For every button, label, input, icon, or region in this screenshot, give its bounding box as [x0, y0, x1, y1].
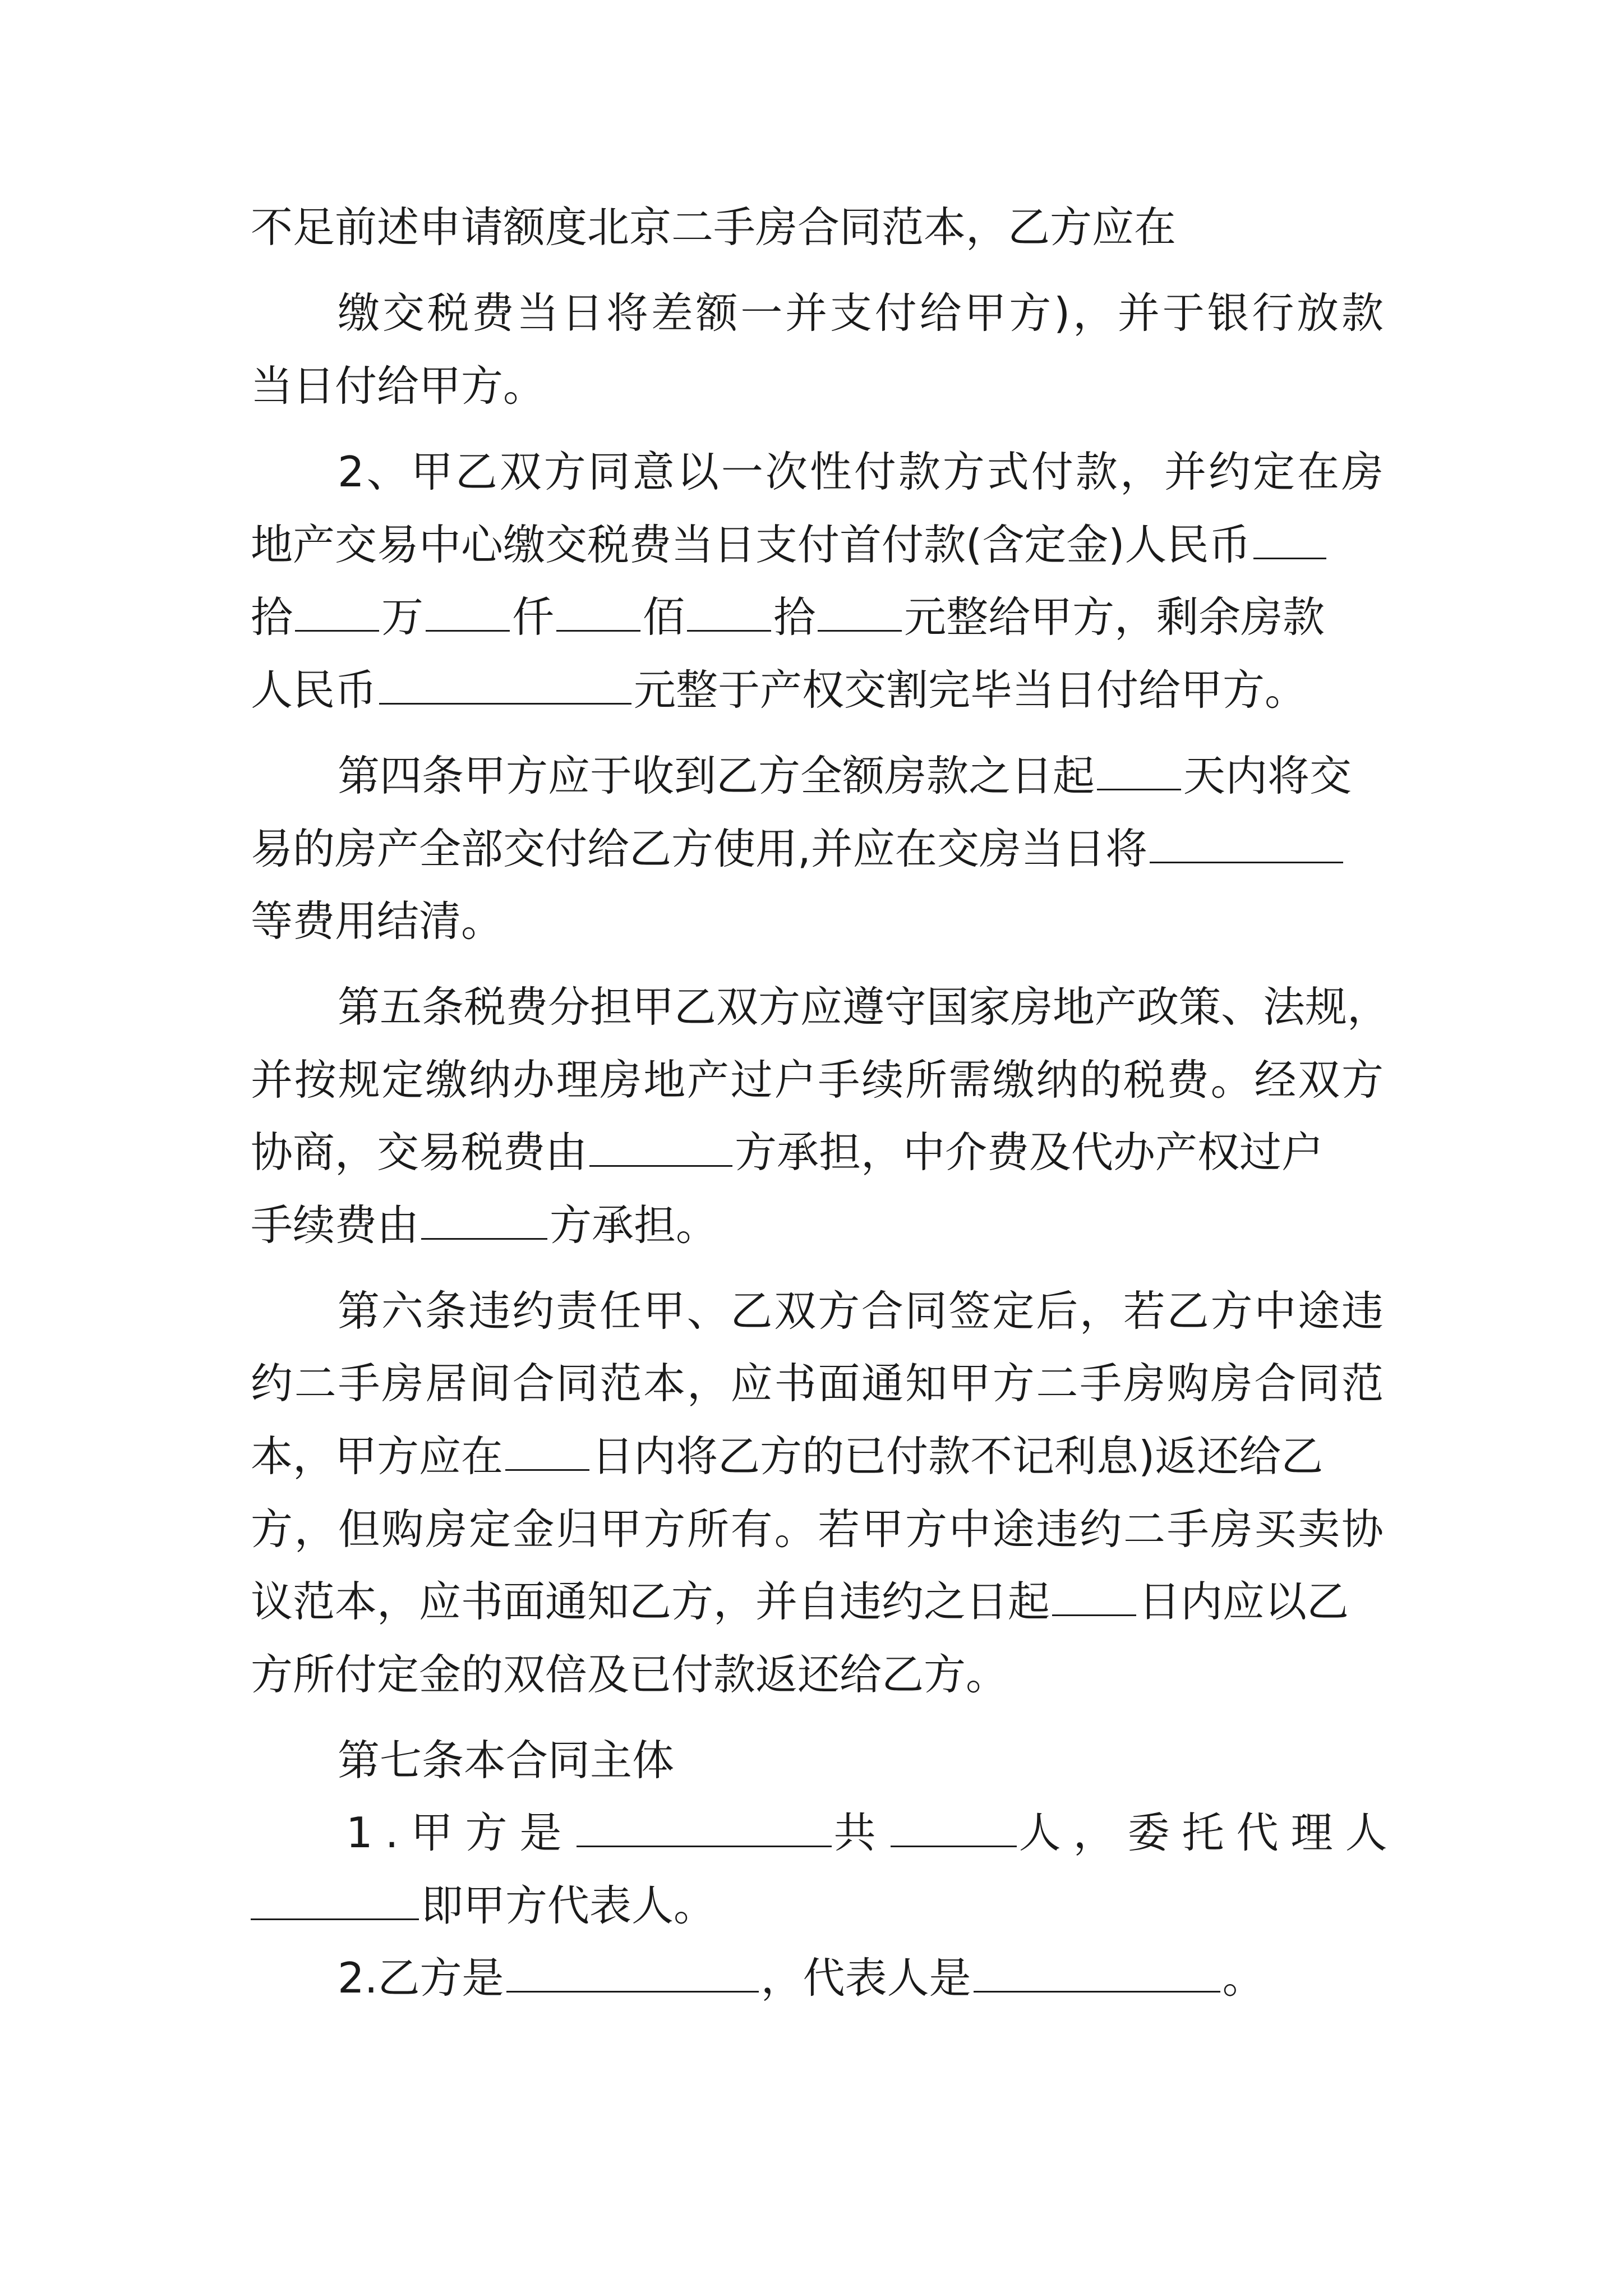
- text-line: 2、甲乙双方同意以一次性付款方式付款，并约定在房: [338, 447, 1384, 496]
- text-line: [251, 1127, 1324, 1177]
- text-line: 等费用结清。: [251, 896, 504, 946]
- text-line: [346, 1807, 1400, 1858]
- line-text: 易的房产全部交付给乙方使用,并应在交房当日将: [251, 824, 1147, 873]
- text-line: [251, 823, 1345, 874]
- line-text: 方承担。: [550, 1200, 718, 1250]
- line-text: 人，委托代理人: [1018, 1808, 1400, 1857]
- fill-blank[interactable]: [1052, 1580, 1136, 1616]
- text-line: 当日付给甲方。: [251, 361, 546, 411]
- text-line: 约二手房居间合同范本，应书面通知甲方二手房购房合同范: [251, 1359, 1384, 1408]
- line-text: 即甲方代表人。: [421, 1881, 716, 1930]
- fill-blank[interactable]: [818, 595, 902, 632]
- unit-label: 万: [381, 592, 424, 642]
- text-line: [251, 592, 1325, 642]
- fill-blank[interactable]: [421, 1203, 547, 1240]
- fill-blank[interactable]: [379, 668, 631, 705]
- line-text: 元整给甲方，剩余房款: [904, 592, 1325, 642]
- text-line: 方，但购房定金归甲方所有。若甲方中途违约二手房买卖协: [251, 1504, 1384, 1554]
- fill-blank[interactable]: [295, 595, 379, 632]
- line-text: 人民币: [251, 665, 377, 715]
- line-text: 天内将交: [1183, 751, 1352, 800]
- line-text: 日内将乙方的已付款不记利息)返还给乙: [592, 1432, 1324, 1481]
- fill-blank[interactable]: [426, 595, 510, 632]
- text-line: 并按规定缴纳办理房地产过户手续所需缴纳的税费。经双方: [251, 1055, 1384, 1105]
- line-text: 本，甲方应在: [251, 1432, 504, 1481]
- unit-label: 仟: [512, 592, 555, 642]
- line-text: 地产交易中心缴交税费当日支付首付款(含定金)人民币: [251, 520, 1251, 569]
- text-line: [251, 1576, 1349, 1627]
- fill-blank[interactable]: [1253, 523, 1326, 559]
- text-line: 第五条税费分担甲乙双方应遵守国家房地产政策、法规，: [338, 982, 1390, 1032]
- line-text: 2.乙方是: [338, 1953, 504, 2003]
- line-text: 1.甲方是: [346, 1808, 574, 1857]
- text-line: [338, 751, 1352, 801]
- text-line: 不足前述申请额度北京二手房合同范本，乙方应在: [251, 203, 1177, 252]
- fill-blank[interactable]: [891, 1811, 1017, 1847]
- fill-blank[interactable]: [577, 1811, 832, 1847]
- section-heading: 第七条本合同主体: [338, 1736, 675, 1785]
- line-text: ，代表人是: [760, 1953, 971, 2003]
- text-line: [251, 665, 1307, 715]
- text-line: [251, 1880, 716, 1931]
- text-line: 方所付定金的双倍及已付款返还给乙方。: [251, 1650, 1008, 1699]
- fill-blank[interactable]: [1097, 754, 1181, 790]
- text-line: 缴交税费当日将差额一并支付给甲方)，并于银行放款: [338, 288, 1384, 338]
- line-text: 日内应以乙: [1138, 1577, 1349, 1626]
- fill-blank[interactable]: [1150, 827, 1343, 863]
- line-text: 协商，交易税费由: [251, 1128, 588, 1177]
- unit-label: 拾: [251, 592, 293, 642]
- unit-label: 拾: [773, 592, 816, 642]
- fill-blank[interactable]: [556, 595, 640, 632]
- line-text: 方承担，中介费及代办产权过户: [735, 1128, 1324, 1177]
- text-line: [251, 1431, 1323, 1481]
- unit-label: 佰: [643, 592, 685, 642]
- fill-blank[interactable]: [506, 1956, 759, 1993]
- text-line: [251, 1200, 718, 1250]
- line-text: 第四条甲方应于收到乙方全额房款之日起: [338, 751, 1095, 800]
- fill-blank[interactable]: [589, 1130, 732, 1167]
- fill-blank[interactable]: [505, 1434, 589, 1471]
- line-text: 手续费由: [251, 1200, 419, 1250]
- text-line: [338, 1953, 1265, 2003]
- text-line: 第六条违约责任甲、乙双方合同签定后，若乙方中途违: [338, 1286, 1384, 1336]
- fill-blank[interactable]: [974, 1956, 1220, 1993]
- fill-blank[interactable]: [251, 1884, 419, 1920]
- line-text: 共: [833, 1808, 888, 1857]
- line-text: 。: [1222, 1953, 1265, 2003]
- fill-blank[interactable]: [687, 595, 771, 632]
- text-line: [251, 519, 1329, 570]
- line-text: 元整于产权交割完毕当日付给甲方。: [634, 665, 1307, 715]
- line-text: 议范本，应书面通知乙方，并自违约之日起: [251, 1577, 1050, 1626]
